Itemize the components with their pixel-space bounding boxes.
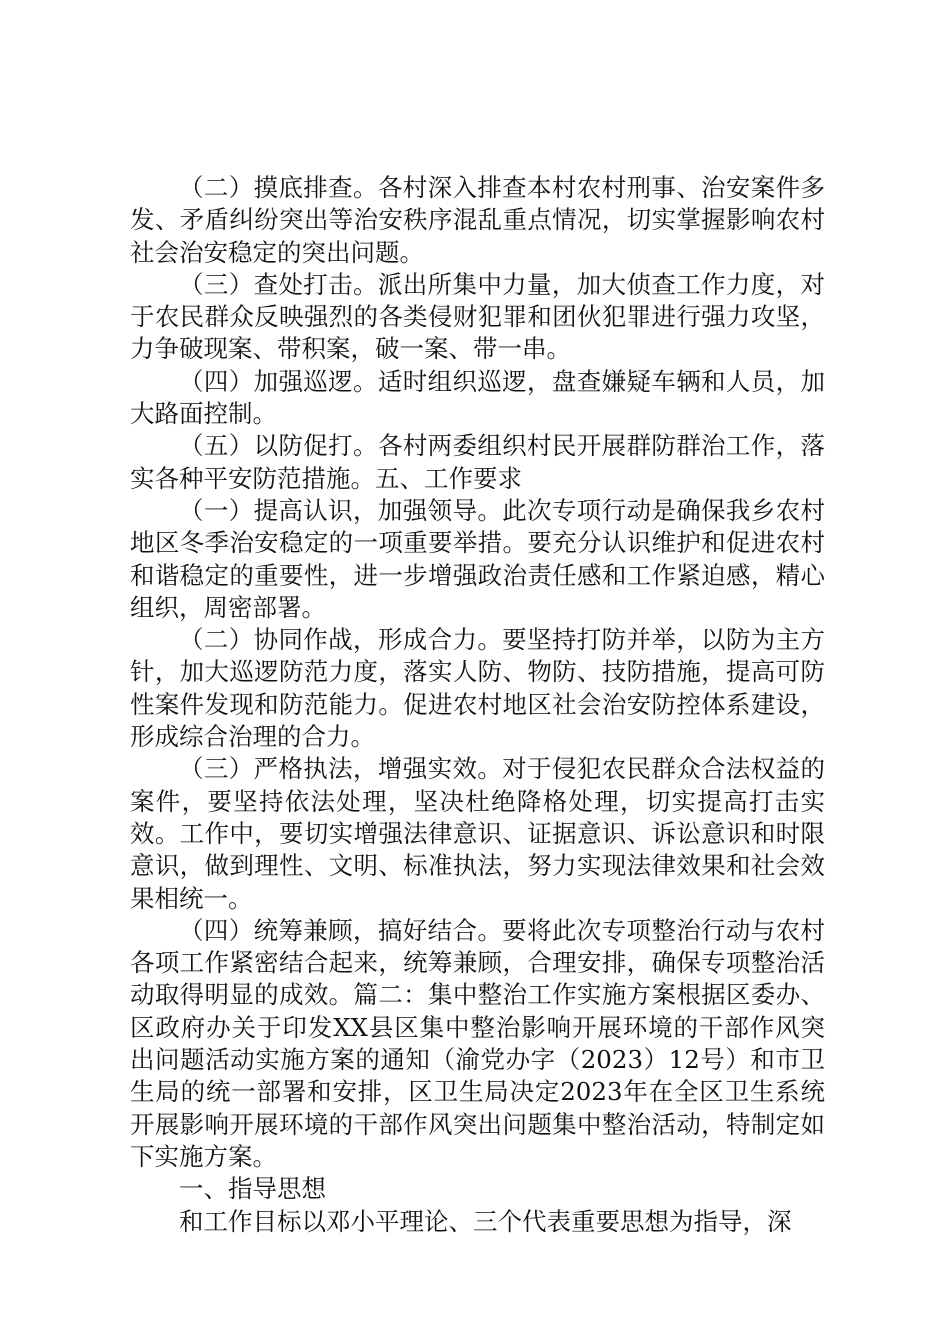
- paragraph-2-investigation: （二）摸底排查。各村深入排查本村农村刑事、治安案件多发、矛盾纠纷突出等治安秩序混乱重点情况，切实掌握影响农村社会治安稳定的突出问题。: [130, 173, 825, 267]
- paragraph-4-patrol: （四）加强巡逻。适时组织巡逻，盘查嫌疑车辆和人员，加大路面控制。: [130, 366, 825, 429]
- paragraph-req-1-awareness: （一）提高认识，加强领导。此次专项行动是确保我乡农村地区冬季治安稳定的一项重要举措。要充分认识维护和促进农村和谐稳定的重要性，进一步增强政治责任感和工作紧迫感，精心组织，周密部署。: [130, 495, 825, 622]
- document-body: [130, 172, 825, 1238]
- paragraph-req-4-coordination: （四）统筹兼顾，搞好结合。要将此次专项整治行动与农村各项工作紧密结合起来，统筹兼顾，合理安排，确保专项整治活动取得明显的成效。篇二：集中整治工作实施方案根据区委办、区政府办关于印发XX县区集中整治影响开展环境的干部作风突出问题活动实施方案的通知（渝党办字（2023）12号）和市卫生局的统一部署和安排，区卫生局决定2023年在全区卫生系统开展影响开展环境的干部作风突出问题集中整治活动，特制定如下实施方案。: [130, 915, 825, 1171]
- paragraph-3-crackdown: （三）查处打击。派出所集中力量，加大侦查工作力度，对于农民群众反映强烈的各类侵财犯罪和团伙犯罪进行强力攻坚，力争破现案、带积案，破一案、带一串。: [130, 269, 825, 364]
- paragraph-guiding-thought: 和工作目标以邓小平理论、三个代表重要思想为指导，深: [179, 1206, 792, 1236]
- section-heading-guiding-thought: 一、指导思想: [179, 1174, 326, 1204]
- paragraph-req-2-cooperation: （二）协同作战，形成合力。要坚持打防并举，以防为主方针，加大巡逻防范力度，落实人防、物防、技防措施，提高可防性案件发现和防范能力。促进农村地区社会治安防控体系建设，形成综合治理的合力。: [130, 625, 825, 752]
- paragraph-5-prevention: （五）以防促打。各村两委组织村民开展群防群治工作，落实各种平安防范措施。五、工作要求: [130, 431, 825, 493]
- paragraph-req-3-enforcement: （三）严格执法，增强实效。对于侵犯农民群众合法权益的案件，要坚持依法处理，坚决杜绝降格处理，切实提高打击实效。工作中，要切实增强法律意识、证据意识、诉讼意识和时限意识，做到理性、文明、标准执法，努力实现法律效果和社会效果相统一。: [130, 754, 825, 913]
